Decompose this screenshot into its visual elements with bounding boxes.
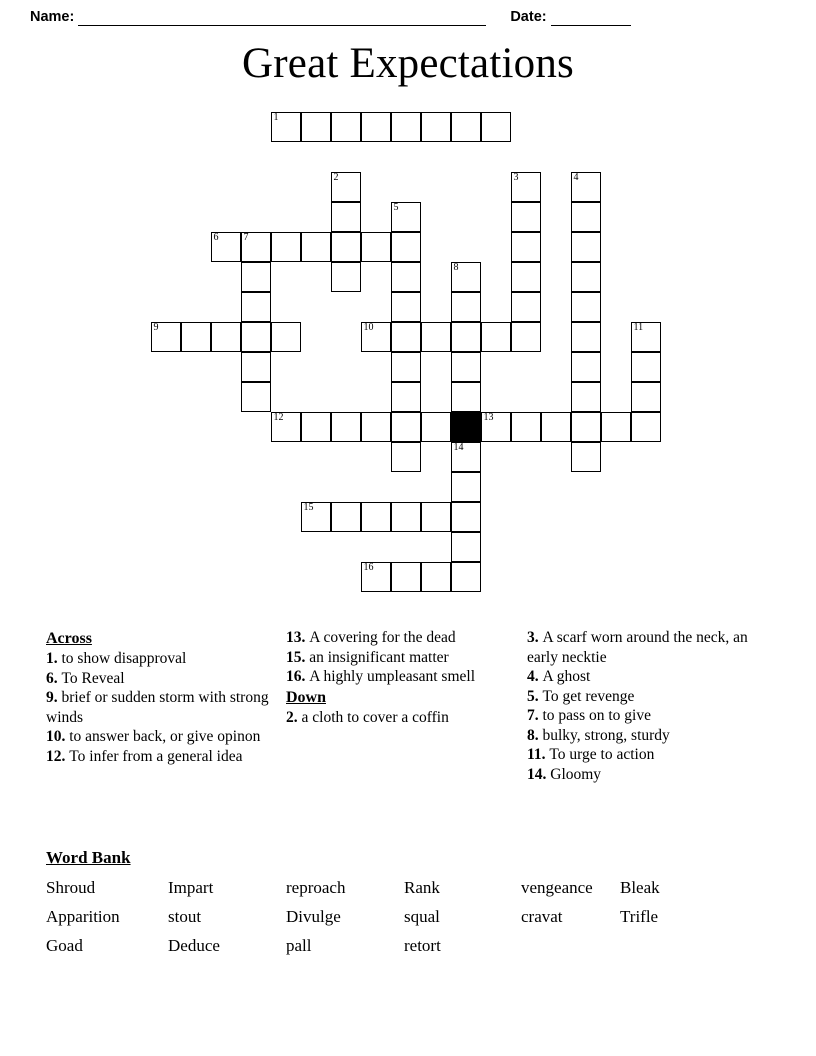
grid-cell[interactable] bbox=[181, 322, 211, 352]
grid-cell[interactable] bbox=[631, 322, 661, 352]
word-bank-heading: Word Bank bbox=[46, 848, 131, 867]
grid-cell[interactable] bbox=[331, 112, 361, 142]
grid-cell[interactable] bbox=[331, 232, 361, 262]
grid-cell[interactable] bbox=[571, 352, 601, 382]
grid-cell[interactable] bbox=[241, 382, 271, 412]
grid-cell[interactable] bbox=[481, 112, 511, 142]
grid-cell[interactable] bbox=[331, 262, 361, 292]
grid-cell-number: 8 bbox=[453, 262, 459, 273]
clue-down-4 bbox=[527, 667, 765, 687]
grid-cell-number: 1 bbox=[273, 112, 279, 123]
down-heading: Down bbox=[286, 688, 327, 706]
grid-cell[interactable] bbox=[421, 502, 451, 532]
grid-cell-number: 6 bbox=[213, 232, 219, 243]
grid-cell[interactable] bbox=[271, 112, 301, 142]
grid-cell[interactable] bbox=[451, 532, 481, 562]
grid-cell-number: 14 bbox=[453, 442, 464, 453]
clue-number: 11. bbox=[527, 746, 550, 763]
grid-cell[interactable] bbox=[391, 232, 421, 262]
grid-cell[interactable] bbox=[211, 322, 241, 352]
clue-down-11 bbox=[527, 745, 765, 765]
clue-across-16 bbox=[286, 667, 514, 687]
grid-block-cell bbox=[451, 412, 481, 442]
grid-cell[interactable] bbox=[211, 232, 241, 262]
grid-cell[interactable] bbox=[361, 322, 391, 352]
word-bank-word[interactable]: vengeance bbox=[521, 878, 593, 897]
clue-number: 2. bbox=[286, 708, 302, 726]
grid-cell[interactable] bbox=[511, 412, 541, 442]
clue-text: A highly umpleasant smell bbox=[309, 668, 475, 685]
grid-cell[interactable] bbox=[331, 172, 361, 202]
grid-cell-number: 3 bbox=[513, 172, 519, 183]
clue-number: 6. bbox=[46, 669, 62, 687]
grid-cell[interactable] bbox=[451, 292, 481, 322]
word-bank-word[interactable]: Apparition bbox=[46, 907, 120, 926]
word-bank-word[interactable]: Impart bbox=[168, 878, 214, 897]
grid-cell[interactable] bbox=[271, 232, 301, 262]
clue-column-1 bbox=[46, 628, 278, 766]
grid-cell[interactable] bbox=[391, 292, 421, 322]
grid-cell[interactable] bbox=[571, 262, 601, 292]
grid-cell-number: 4 bbox=[573, 172, 579, 183]
grid-cell-number: 13 bbox=[483, 412, 494, 423]
name-label: Name: bbox=[30, 9, 75, 25]
word-bank-word[interactable]: Rank bbox=[404, 878, 440, 897]
grid-cell[interactable] bbox=[391, 562, 421, 592]
grid-cell[interactable] bbox=[421, 412, 451, 442]
grid-cell[interactable] bbox=[481, 322, 511, 352]
clue-text: brief or sudden storm with strong winds bbox=[46, 689, 269, 726]
grid-cell[interactable] bbox=[451, 262, 481, 292]
word-bank-word[interactable]: stout bbox=[168, 907, 202, 926]
word-bank-word[interactable]: pall bbox=[286, 936, 312, 955]
grid-cell[interactable] bbox=[571, 412, 601, 442]
clue-across-10 bbox=[46, 727, 278, 747]
clue-text: to answer back, or give opinon bbox=[69, 728, 261, 745]
grid-cell[interactable] bbox=[241, 232, 271, 262]
grid-cell[interactable] bbox=[421, 322, 451, 352]
clue-down-7 bbox=[527, 706, 765, 726]
clue-text: Gloomy bbox=[550, 765, 602, 783]
grid-cell[interactable] bbox=[241, 322, 271, 352]
grid-cell[interactable] bbox=[421, 562, 451, 592]
clue-text: To get revenge bbox=[542, 687, 635, 705]
grid-cell[interactable] bbox=[331, 502, 361, 532]
grid-cell[interactable] bbox=[451, 442, 481, 472]
clue-number: 13. bbox=[286, 629, 310, 646]
grid-cell[interactable] bbox=[331, 202, 361, 232]
grid-cell[interactable] bbox=[241, 352, 271, 382]
clue-text: A covering for the dead bbox=[309, 629, 456, 646]
grid-cell[interactable] bbox=[391, 352, 421, 382]
grid-cell[interactable] bbox=[151, 322, 181, 352]
clue-down-5 bbox=[527, 687, 765, 707]
grid-cell[interactable] bbox=[481, 412, 511, 442]
grid-cell[interactable] bbox=[631, 352, 661, 382]
grid-cell-number: 10 bbox=[363, 322, 374, 333]
clue-text: To urge to action bbox=[549, 746, 655, 763]
grid-cell[interactable] bbox=[391, 322, 421, 352]
clue-across-13 bbox=[286, 628, 514, 648]
clue-down-14 bbox=[527, 765, 765, 785]
grid-cell[interactable] bbox=[541, 412, 571, 442]
page-title: Great Expectations bbox=[242, 40, 574, 87]
clues-section bbox=[0, 628, 816, 838]
clue-number: 4. bbox=[527, 668, 543, 685]
date-label: Date: bbox=[510, 9, 547, 25]
grid-cell[interactable] bbox=[271, 322, 301, 352]
grid-cell[interactable] bbox=[451, 382, 481, 412]
grid-cell[interactable] bbox=[391, 112, 421, 142]
grid-cell[interactable] bbox=[511, 172, 541, 202]
word-bank-word[interactable]: Goad bbox=[46, 936, 83, 955]
clue-across-15 bbox=[286, 648, 514, 668]
grid-cell-number: 5 bbox=[393, 202, 399, 213]
clue-text: to pass on to give bbox=[542, 707, 651, 724]
grid-cell[interactable] bbox=[361, 232, 391, 262]
grid-cell[interactable] bbox=[361, 562, 391, 592]
grid-cell-number: 2 bbox=[333, 172, 339, 183]
grid-cell[interactable] bbox=[391, 442, 421, 472]
grid-cell-number: 7 bbox=[243, 232, 249, 243]
clue-column-2 bbox=[286, 628, 514, 727]
clue-number: 14. bbox=[527, 765, 551, 783]
grid-cell[interactable] bbox=[571, 322, 601, 352]
grid-cell[interactable] bbox=[631, 412, 661, 442]
word-bank-empty bbox=[521, 931, 620, 960]
clue-across-6 bbox=[46, 669, 278, 689]
grid-cell[interactable] bbox=[571, 382, 601, 412]
grid-cell[interactable] bbox=[451, 502, 481, 532]
clue-text: a cloth to cover a coffin bbox=[301, 708, 449, 726]
clue-text: A scarf worn around the neck, an early necktie bbox=[527, 629, 748, 666]
grid-cell[interactable] bbox=[361, 412, 391, 442]
clue-text: to show disapproval bbox=[61, 650, 187, 667]
clue-number: 3. bbox=[527, 629, 543, 646]
grid-cell[interactable] bbox=[571, 442, 601, 472]
clue-text: To infer from a general idea bbox=[69, 747, 243, 765]
grid-cell[interactable] bbox=[301, 502, 331, 532]
clue-across-1 bbox=[46, 649, 278, 669]
word-bank-word[interactable]: reproach bbox=[286, 878, 346, 897]
clue-across-12 bbox=[46, 747, 278, 767]
grid-cell[interactable] bbox=[391, 382, 421, 412]
grid-cell[interactable] bbox=[361, 502, 391, 532]
clue-number: 16. bbox=[286, 668, 310, 685]
clue-number: 7. bbox=[527, 707, 543, 724]
grid-cell-number: 11 bbox=[633, 322, 644, 333]
clue-number: 1. bbox=[46, 650, 62, 667]
clue-down-8 bbox=[527, 726, 765, 746]
grid-cell[interactable] bbox=[631, 382, 661, 412]
grid-cell[interactable] bbox=[241, 292, 271, 322]
grid-cell[interactable] bbox=[511, 232, 541, 262]
grid-cell[interactable] bbox=[301, 232, 331, 262]
word-bank-word[interactable]: Bleak bbox=[620, 878, 660, 897]
grid-cell[interactable] bbox=[451, 322, 481, 352]
word-bank-word[interactable]: Trifle bbox=[620, 907, 659, 926]
grid-cell-number: 16 bbox=[363, 562, 374, 573]
grid-cell[interactable] bbox=[451, 112, 481, 142]
clue-text: bulky, strong, sturdy bbox=[542, 726, 670, 744]
grid-cell[interactable] bbox=[421, 112, 451, 142]
word-bank-word[interactable]: retort bbox=[404, 936, 441, 955]
grid-cell[interactable] bbox=[271, 412, 301, 442]
clue-number: 12. bbox=[46, 747, 70, 765]
grid-cell[interactable] bbox=[391, 412, 421, 442]
across-heading: Across bbox=[46, 630, 92, 647]
clue-text: A ghost bbox=[542, 668, 591, 685]
grid-cell[interactable] bbox=[511, 322, 541, 352]
word-bank-word[interactable]: Deduce bbox=[168, 936, 220, 955]
grid-cell[interactable] bbox=[391, 502, 421, 532]
grid-cell[interactable] bbox=[331, 412, 361, 442]
word-bank-word[interactable]: cravat bbox=[521, 907, 563, 926]
clue-number: 10. bbox=[46, 728, 70, 745]
grid-cell[interactable] bbox=[511, 202, 541, 232]
grid-cell-number: 15 bbox=[303, 502, 314, 513]
clue-column-3 bbox=[527, 628, 765, 784]
word-bank-section bbox=[46, 845, 776, 960]
grid-cell[interactable] bbox=[451, 472, 481, 502]
word-bank-word[interactable]: squal bbox=[404, 907, 440, 926]
clue-number: 15. bbox=[286, 648, 310, 666]
grid-cell[interactable] bbox=[361, 112, 391, 142]
clue-number: 5. bbox=[527, 687, 543, 705]
grid-cell[interactable] bbox=[301, 412, 331, 442]
grid-cell-number: 12 bbox=[273, 412, 284, 423]
clue-down-3 bbox=[527, 628, 765, 667]
grid-cell[interactable] bbox=[391, 262, 421, 292]
word-bank-word[interactable]: Shroud bbox=[46, 878, 96, 897]
grid-cell[interactable] bbox=[571, 292, 601, 322]
grid-cell[interactable] bbox=[571, 232, 601, 262]
grid-cell[interactable] bbox=[301, 112, 331, 142]
word-bank-word[interactable]: Divulge bbox=[286, 907, 341, 926]
grid-cell[interactable] bbox=[511, 292, 541, 322]
clue-number: 9. bbox=[46, 689, 62, 706]
grid-cell[interactable] bbox=[571, 172, 601, 202]
grid-cell[interactable] bbox=[571, 202, 601, 232]
grid-cell[interactable] bbox=[241, 262, 271, 292]
grid-cell[interactable] bbox=[451, 352, 481, 382]
grid-cell[interactable] bbox=[391, 202, 421, 232]
word-bank-list bbox=[46, 873, 776, 960]
clue-text: To Reveal bbox=[61, 669, 125, 687]
clue-across-9 bbox=[46, 688, 278, 727]
grid-cell[interactable] bbox=[601, 412, 631, 442]
grid-cell[interactable] bbox=[451, 562, 481, 592]
clue-number: 8. bbox=[527, 726, 543, 744]
clue-text: an insignificant matter bbox=[309, 648, 449, 666]
grid-cell[interactable] bbox=[511, 262, 541, 292]
clue-down-2 bbox=[286, 708, 514, 728]
word-bank-empty bbox=[620, 931, 700, 960]
grid-cell-number: 9 bbox=[153, 322, 159, 333]
